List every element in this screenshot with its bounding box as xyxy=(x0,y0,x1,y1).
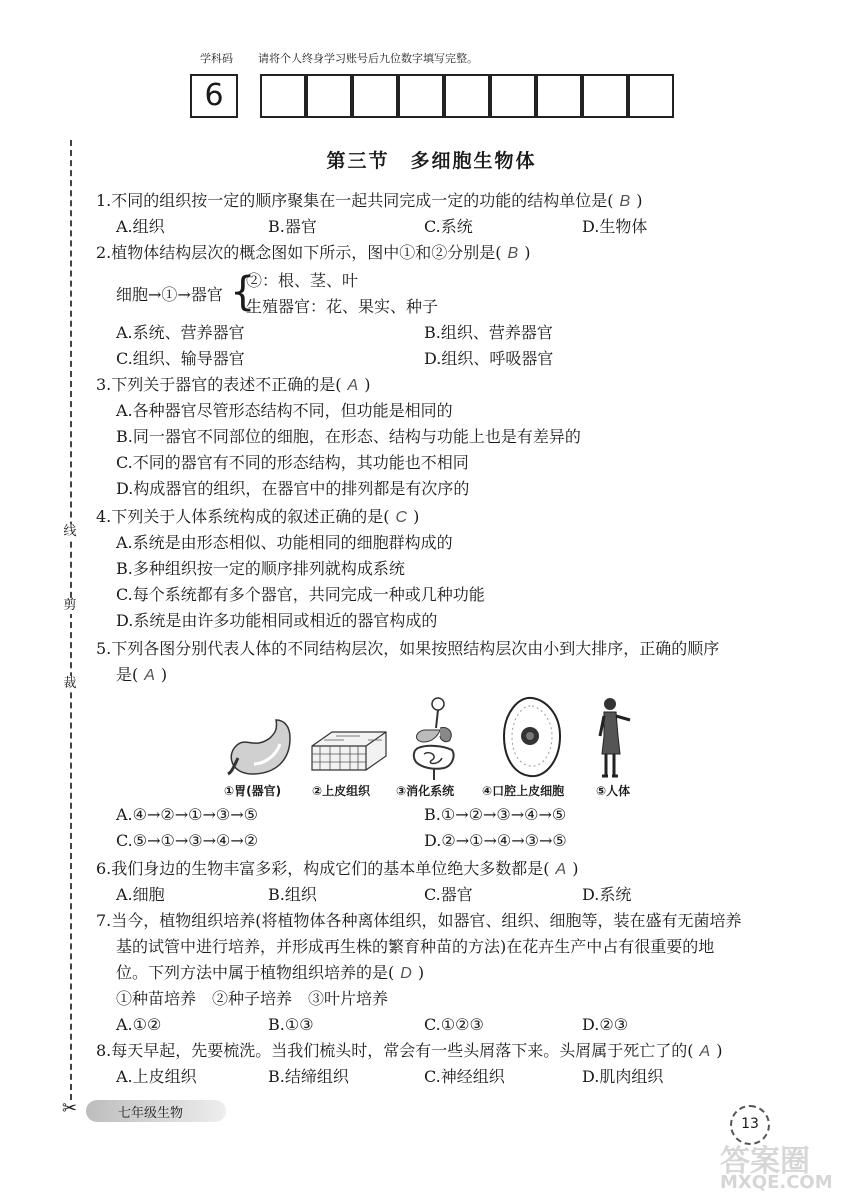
digit-cell[interactable] xyxy=(490,74,536,118)
option: B.多种组织按一定的顺序排列就构成系统 xyxy=(116,559,405,578)
watermark: MXQE.COM xyxy=(720,1172,833,1193)
option: B.组织 xyxy=(268,885,317,904)
footer-book-title: 七年级生物 xyxy=(118,1106,184,1121)
code-instruction: 请将个人终身学习账号后九位数字填写完整。 xyxy=(258,52,478,65)
option: B.器官 xyxy=(268,217,317,236)
question-6: 6.我们身边的生物丰富多彩，构成它们的基本单位绝大多数都是( A ) xyxy=(96,859,579,878)
option: A.系统是由形态相似、功能相同的细胞群构成的 xyxy=(116,533,453,552)
option: C.器官 xyxy=(424,885,473,904)
question-5: 5.下列各图分别代表人体的不同结构层次，如果按照结构层次由小到大排序，正确的顺序 xyxy=(96,639,720,658)
option: B.组织、营养器官 xyxy=(424,323,553,342)
answer-mark: A xyxy=(555,861,567,878)
concept-diagram-top: ②：根、茎、叶 xyxy=(246,271,359,290)
question-2: 2.植物体结构层次的概念图如下所示，图中①和②分别是( B ) xyxy=(96,243,531,262)
question-7: 7.当今，植物组织培养(将植物体各种离体组织，如器官、组织、细胞等，装在盛有无菌培养 xyxy=(96,911,742,930)
page-number: 13 xyxy=(730,1105,770,1145)
option: D.系统 xyxy=(582,885,632,904)
option: D.肌肉组织 xyxy=(582,1067,664,1086)
option: D.②→①→④→③→⑤ xyxy=(424,831,567,850)
option: A.①② xyxy=(116,1015,162,1034)
question-7-line2: 基的试管中进行培养，并形成再生株的繁育种苗的方法)在花卉生产中占有很重要的地 xyxy=(116,937,715,956)
digit-cell[interactable] xyxy=(352,74,398,118)
option: D.②③ xyxy=(582,1015,629,1034)
code-label: 学科码 xyxy=(200,52,233,65)
answer-mark: B xyxy=(507,245,519,262)
option: B.同一器官不同部位的细胞，在形态、结构与功能上也是有差异的 xyxy=(116,427,581,446)
figure-caption: ②上皮组织 xyxy=(312,784,371,798)
option: A.④→②→①→③→⑤ xyxy=(116,805,258,824)
digit-cell[interactable] xyxy=(398,74,444,118)
watermark: 答案圈 xyxy=(720,1144,810,1179)
option: B.①→②→③→④→⑤ xyxy=(424,805,567,824)
question-8: 8.每天早起，先要梳洗。当我们梳头时，常会有一些头屑落下来。头屑属于死亡了的( A ) xyxy=(96,1041,723,1060)
option: A.上皮组织 xyxy=(116,1067,197,1086)
cut-label: 剪 xyxy=(61,598,79,614)
option: D.组织、呼吸器官 xyxy=(424,349,554,368)
digit-cell[interactable] xyxy=(628,74,674,118)
option: C.组织、输导器官 xyxy=(116,349,245,368)
figure-epithelial-tissue xyxy=(308,726,388,776)
option: D.生物体 xyxy=(582,217,648,236)
page-title: 第三节 多细胞生物体 xyxy=(326,150,537,172)
option: C.⑤→①→③→④→② xyxy=(116,831,259,850)
figure-stomach xyxy=(224,716,300,780)
figure-caption: ④口腔上皮细胞 xyxy=(482,784,565,798)
subject-code-box: 6 xyxy=(190,74,238,118)
option: D.系统是由许多功能相同或相近的器官构成的 xyxy=(116,611,438,630)
answer-mark: A xyxy=(699,1043,711,1060)
concept-diagram-bottom: 生殖器官：花、果实、种子 xyxy=(246,297,439,316)
option: D.构成器官的组织，在器官中的排列都是有次序的 xyxy=(116,479,470,498)
figure-human-body xyxy=(594,696,634,780)
option: A.系统、营养器官 xyxy=(116,323,245,342)
digit-cell[interactable] xyxy=(444,74,490,118)
option: A.细胞 xyxy=(116,885,165,904)
question-3: 3.下列关于器官的表述不正确的是( A ) xyxy=(96,375,371,394)
question-7-line3: 位。下列方法中属于植物组织培养的是( D ) xyxy=(116,963,425,982)
figure-caption: ①胃(器官) xyxy=(224,784,282,798)
digit-cell[interactable] xyxy=(306,74,352,118)
option: B.结缔组织 xyxy=(268,1067,349,1086)
option: A.组织 xyxy=(116,217,165,236)
cut-label: 裁 xyxy=(61,676,79,692)
option: C.每个系统都有多个器官，共同完成一种或几种功能 xyxy=(116,585,485,604)
option: C.系统 xyxy=(424,217,473,236)
answer-mark: B xyxy=(619,193,631,210)
option: B.①③ xyxy=(268,1015,314,1034)
digit-cell[interactable] xyxy=(582,74,628,118)
answer-mark: D xyxy=(400,965,412,982)
option: C.不同的器官有不同的形态结构，其功能也不相同 xyxy=(116,453,469,472)
cut-label: 线 xyxy=(61,524,79,540)
answer-mark: A xyxy=(144,667,155,684)
figure-oral-epithelial-cell xyxy=(500,696,564,780)
figure-caption: ⑤人体 xyxy=(596,784,631,798)
scissors-icon: ✂ xyxy=(62,1098,78,1119)
option: C.神经组织 xyxy=(424,1067,505,1086)
figure-digestive-system xyxy=(404,696,464,782)
answer-mark: A xyxy=(347,377,359,394)
cut-line xyxy=(70,140,72,1100)
question-5-line2: 是( A ) xyxy=(116,665,168,684)
option: C.①②③ xyxy=(424,1015,484,1034)
question-4: 4.下列关于人体系统构成的叙述正确的是( C ) xyxy=(96,507,420,526)
figure-caption: ③消化系统 xyxy=(396,784,455,798)
answer-mark: C xyxy=(395,509,408,526)
digit-cell[interactable] xyxy=(536,74,582,118)
digit-cell[interactable] xyxy=(260,74,306,118)
option: A.各种器官尽管形态结构不同，但功能是相同的 xyxy=(116,401,453,420)
brace-icon: { xyxy=(230,269,256,315)
question-7-methods: ①种苗培养 ②种子培养 ③叶片培养 xyxy=(116,989,389,1008)
question-1: 1.不同的组织按一定的顺序聚集在一起共同完成一定的功能的结构单位是( B ) xyxy=(96,191,643,210)
concept-diagram-left: 细胞→①→器官 xyxy=(116,285,223,304)
